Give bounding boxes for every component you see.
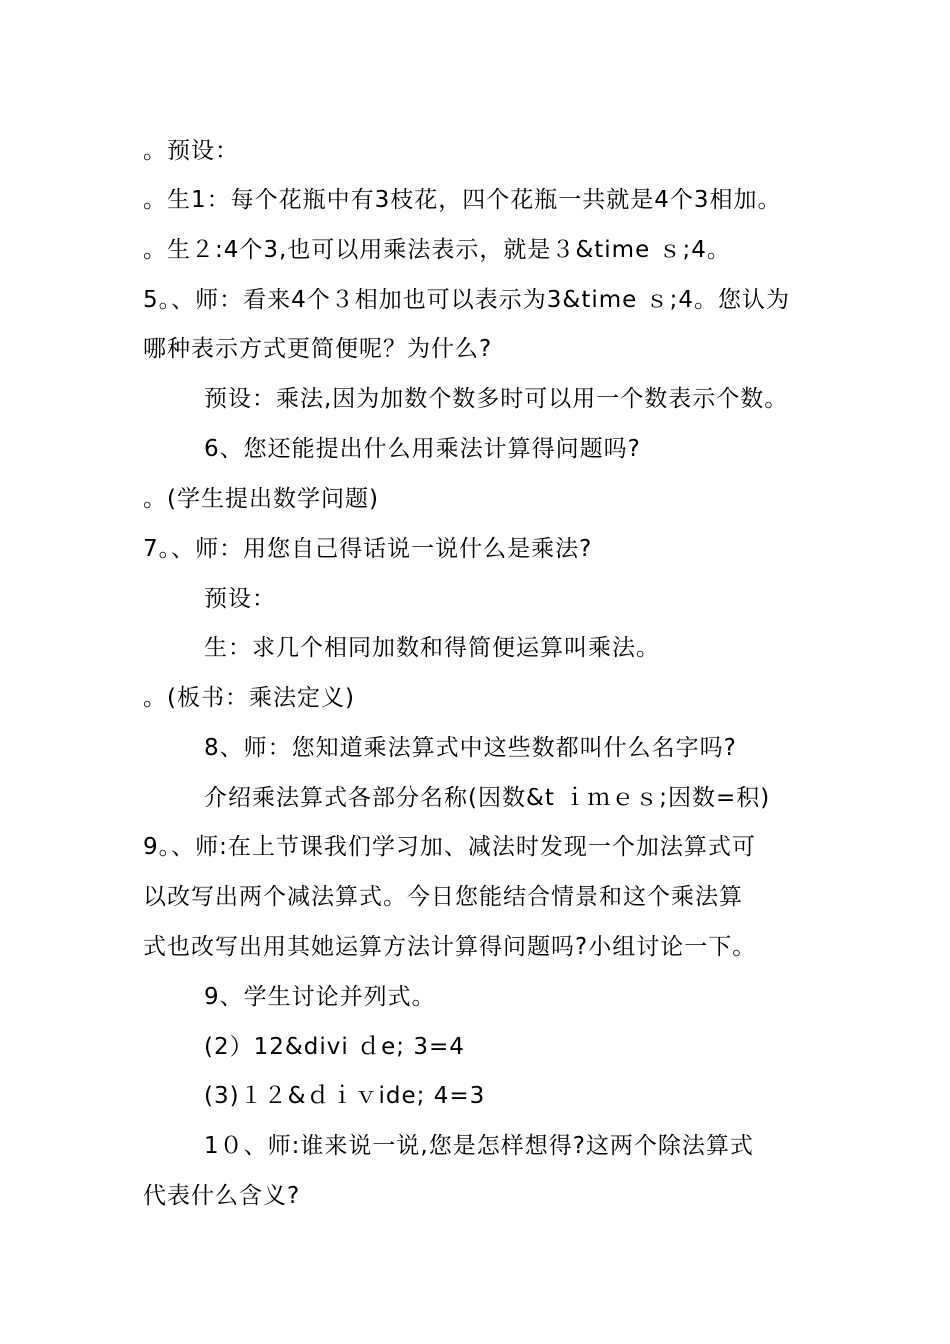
text-line: 。生1：每个花瓶中有3枝花，四个花瓶一共就是4个3相加。 bbox=[143, 187, 782, 213]
text-line: 8、师：您知道乘法算式中这些数都叫什么名字吗? bbox=[204, 735, 737, 761]
text-line: 7。、师：用您自己得话说一说什么是乘法? bbox=[143, 536, 593, 562]
text-line: 。预设： bbox=[143, 138, 239, 164]
text-line: 6、您还能提出什么用乘法计算得问题吗? bbox=[204, 436, 641, 462]
text-line: 。生２:4个3,也可以用乘法表示，就是３&time ｓ;4。 bbox=[143, 237, 731, 263]
text-line: 生：求几个相同加数和得简便运算叫乘法。 bbox=[204, 635, 660, 661]
text-line: 。(板书：乘法定义) bbox=[143, 685, 355, 711]
text-line: 9。、师:在上节课我们学习加、减法时发现一个加法算式可 bbox=[143, 834, 756, 860]
text-line: 5。、师：看来4个３相加也可以表示为3&time ｓ;4。您认为 bbox=[143, 287, 790, 313]
text-line: 预设： bbox=[204, 586, 276, 612]
text-line: 1０、师:谁来说一说,您是怎样想得?这两个除法算式 bbox=[204, 1133, 754, 1159]
text-line: 哪种表示方式更简便呢？为什么? bbox=[143, 336, 493, 362]
text-line: 式也改写出用其她运算方法计算得问题吗?小组讨论一下。 bbox=[143, 934, 757, 960]
text-line: 预设：乘法,因为加数个数多时可以用一个数表示个数。 bbox=[204, 386, 789, 412]
text-line: 9、学生讨论并列式。 bbox=[204, 984, 436, 1010]
text-line: 以改写出两个减法算式。今日您能结合情景和这个乘法算 bbox=[143, 884, 743, 910]
text-line: (2）12&divi ｄe; 3=4 bbox=[204, 1034, 465, 1060]
text-line: (3)１２&ｄｉｖide; 4=3 bbox=[204, 1083, 486, 1109]
text-line: 介绍乘法算式各部分名称(因数&t ｉｍｅｓ;因数=积) bbox=[204, 785, 771, 811]
text-line: 代表什么含义? bbox=[143, 1183, 301, 1209]
text-line: 。(学生提出数学问题) bbox=[143, 486, 379, 512]
